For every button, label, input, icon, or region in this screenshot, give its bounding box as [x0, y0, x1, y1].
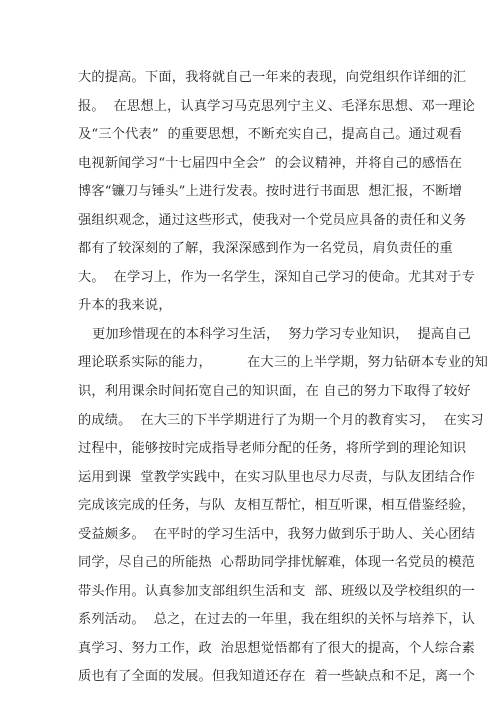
text-line: 受益颇多。 在平时的学习生活中，我努力做到乐于助人、关心团结 — [78, 526, 476, 542]
text-line: 强组织观念，通过这些形式，使我对一个党员应具备的责任和义务 — [78, 212, 467, 228]
text-line: 质也有了全面的发展。但我知道还存在 着一些缺点和不足，离一个 — [78, 669, 476, 685]
text-line: 都有了较深刻的了解，我深深感到作为一名党员，肩负责任的重 — [78, 241, 453, 257]
text-line: 电视新闻学习“十七届四中全会” 的会议精神，并将自己的感悟在 — [78, 155, 463, 171]
text-line: 系列活动。 总之，在过去的一年里，我在组织的关怀与培养下，认 — [78, 612, 476, 628]
text-line: 更加珍惜现在的本科学习生活， 努力学习专业知识， 提高自己 — [92, 326, 472, 342]
text-line: 真学习、努力工作，政 治思想觉悟都有了很大的提高，个人综合素 — [78, 640, 476, 656]
text-line: 运用到课 堂教学实践中，在实习队里也尽力尽责，与队友团结合作 — [78, 469, 476, 485]
text-line: 大。 在学习上，作为一名学生，深知自己学习的使命。尤其对于专 — [78, 269, 476, 285]
text-line: 同学，尽自己的所能热 心帮助同学排忧解难，体现一名党员的模范 — [78, 555, 476, 571]
text-line: 博客“镰刀与锤头”上进行发表。按时进行书面思 想汇报，不断增 — [78, 184, 463, 200]
text-line: 理论联系实际的能力， 在大三的上半学期，努力钻研本专业的知 — [78, 355, 488, 371]
text-line: 识，利用课余时间拓宽自己的知识面，在 自己的努力下取得了较好 — [78, 384, 471, 400]
text-line: 报。 在思想上，认真学习马克思列宁主义、毛泽东思想、邓一理论 — [78, 98, 476, 114]
body-text — [78, 64, 488, 692]
text-line: 带头作用。认真参加支部组织生活和支 部、班级以及学校组织的一 — [78, 583, 476, 599]
text-line: 的成绩。 在大三的下半学期进行了为期一个月的教育实习， 在实习 — [78, 412, 484, 428]
text-line: 大的提高。下面，我将就自己一年来的表现，向党组织作详细的汇 — [78, 70, 467, 85]
text-line: 完成该完成的任务，与队 友相互帮忙，相互听课，相互借鉴经验， — [78, 498, 476, 514]
text-line: 及“三个代表” 的重要思想，不断充实自己，提高自己。通过观看 — [78, 127, 463, 143]
text-line: 过程中，能够按时完成指导老师分配的任务，将所学到的理论知识 — [78, 441, 467, 457]
text-line: 升本的我来说， — [78, 298, 172, 314]
